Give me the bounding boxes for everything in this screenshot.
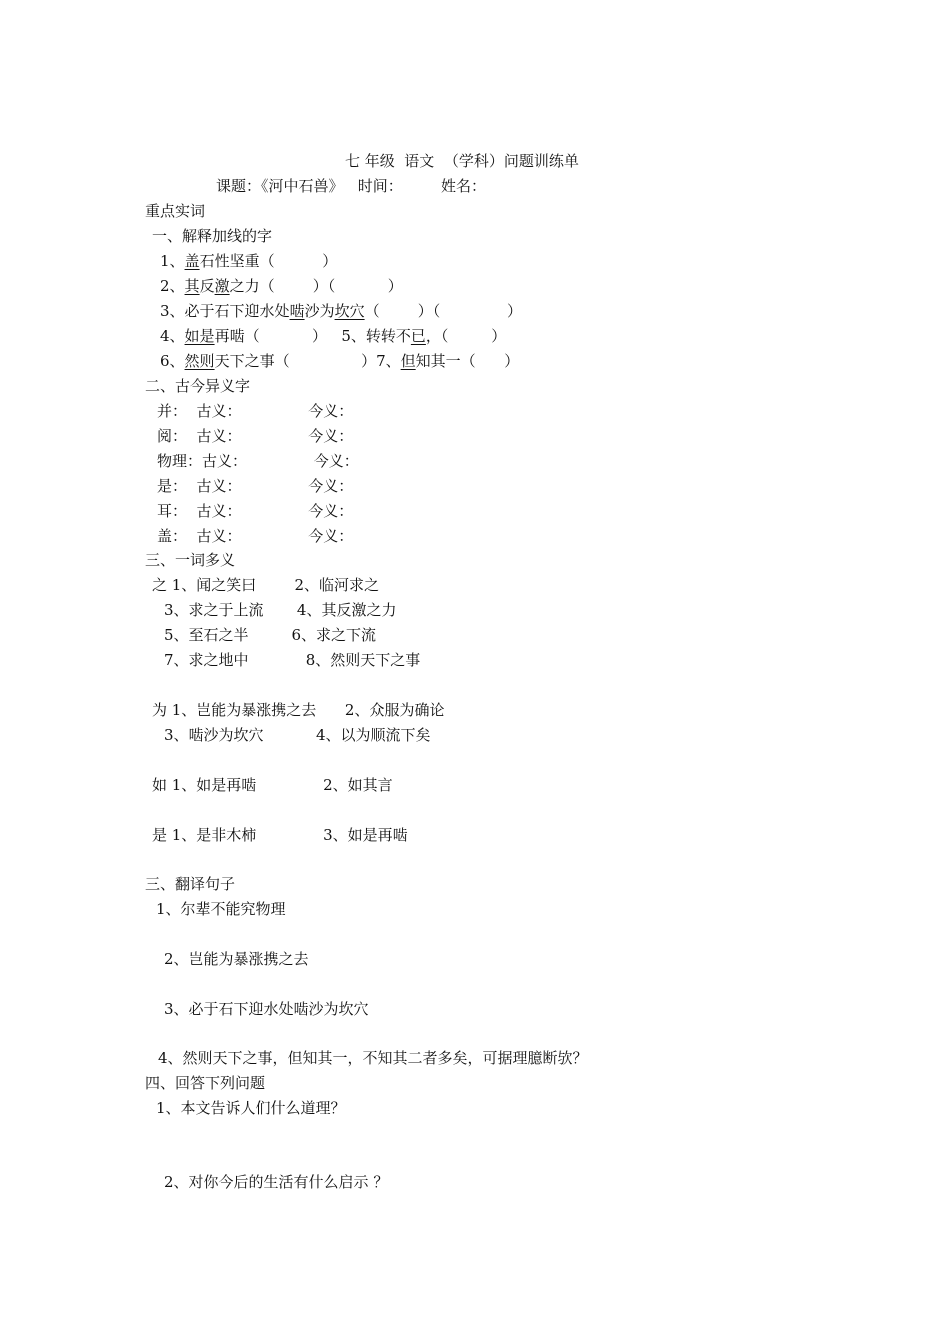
polysemy-zhi-line: 5、至石之半 6、求之下流 xyxy=(164,626,377,644)
meaning-row: 物理：古义： 今义： xyxy=(157,452,359,470)
translate-question: 4、然则天下之事，但知其一，不知其二者多矣，可据理臆断欤？ xyxy=(158,1049,588,1067)
question-1-4 xyxy=(160,326,506,346)
question-text: 再啮（ ） 5、转转不 xyxy=(214,327,411,345)
underlined-word: 坎穴 xyxy=(334,302,365,320)
question-text: ，（ ） xyxy=(425,327,507,345)
answer-question: 2、对你今后的生活有什么启示 ？ xyxy=(164,1173,389,1191)
meaning-row: 是： 古义： 今义： xyxy=(157,477,354,495)
underlined-word: 但 xyxy=(400,352,416,370)
underlined-word: 然则 xyxy=(184,352,215,370)
answer-question: 1、本文告诉人们什么道理？ xyxy=(156,1099,346,1117)
question-text: 沙为 xyxy=(304,302,335,320)
question-number: 2、 xyxy=(160,277,185,295)
question-text: 石性坚重（ ） xyxy=(199,252,338,270)
question-1-6 xyxy=(160,351,519,371)
meaning-row: 并： 古义： 今义： xyxy=(157,402,354,420)
polysemy-zhi-line: 7、求之地中 8、然则天下之事 xyxy=(164,651,421,669)
section-key-words: 重点实词 xyxy=(145,202,206,220)
question-1-1 xyxy=(160,251,337,271)
lesson-info: 课题：《河中石兽》 时间： 姓名： xyxy=(216,177,486,195)
meaning-row: 耳： 古义： 今义： xyxy=(157,502,354,520)
question-1-3 xyxy=(160,301,522,321)
polysemy-zhi-line: 3、求之于上流 4、其反激之力 xyxy=(164,601,397,619)
question-number: 1、 xyxy=(160,252,185,270)
polysemy-zhi-line: 之 1、闻之笑曰 2、临河求之 xyxy=(152,576,380,594)
translate-question: 1、尔辈不能究物理 xyxy=(156,900,286,918)
question-number: 4、 xyxy=(160,327,185,345)
polysemy-shi-line: 是 1、是非木柿 3、如是再啮 xyxy=(152,826,408,844)
question-text: 3、必于石下迎水处 xyxy=(160,302,290,320)
translate-question: 2、岂能为暴涨携之去 xyxy=(164,950,309,968)
translate-question: 3、必于石下迎水处啮沙为坎穴 xyxy=(164,1000,369,1018)
meaning-row: 盖： 古义： 今义： xyxy=(157,527,354,545)
section-5-heading: 四、回答下列问题 xyxy=(145,1074,266,1092)
polysemy-wei-line: 3、啮沙为坎穴 4、以为顺流下矣 xyxy=(164,726,431,744)
section-3-heading: 三、一词多义 xyxy=(145,551,236,569)
question-text: 天下之事（ ）7、 xyxy=(214,352,401,370)
section-4-heading: 三、翻译句子 xyxy=(145,875,236,893)
question-text: 反 xyxy=(199,277,215,295)
underlined-word: 啮 xyxy=(289,302,305,320)
underlined-word: 已 xyxy=(410,327,426,345)
meaning-row: 阅： 古义： 今义： xyxy=(157,427,354,445)
section-1-heading: 一、解释加线的字 xyxy=(152,227,273,245)
question-text: 之力（ ）（ ） xyxy=(229,277,403,295)
page-title: 七 年级 语文 （学科）问题训练单 xyxy=(345,152,579,170)
question-text: 知其一（ ） xyxy=(415,352,520,370)
question-text: （ ）（ ） xyxy=(364,302,522,320)
section-2-heading: 二、古今异义字 xyxy=(145,377,251,395)
question-number: 6、 xyxy=(160,352,185,370)
polysemy-wei-line: 为 1、岂能为暴涨携之去 2、众服为确论 xyxy=(152,701,445,719)
question-1-2 xyxy=(160,276,403,296)
polysemy-ru-line: 如 1、如是再啮 2、如其言 xyxy=(152,776,393,794)
underlined-word: 激 xyxy=(214,277,230,295)
underlined-word: 如是 xyxy=(184,327,215,345)
underlined-word: 其 xyxy=(184,277,200,295)
underlined-word: 盖 xyxy=(184,252,200,270)
